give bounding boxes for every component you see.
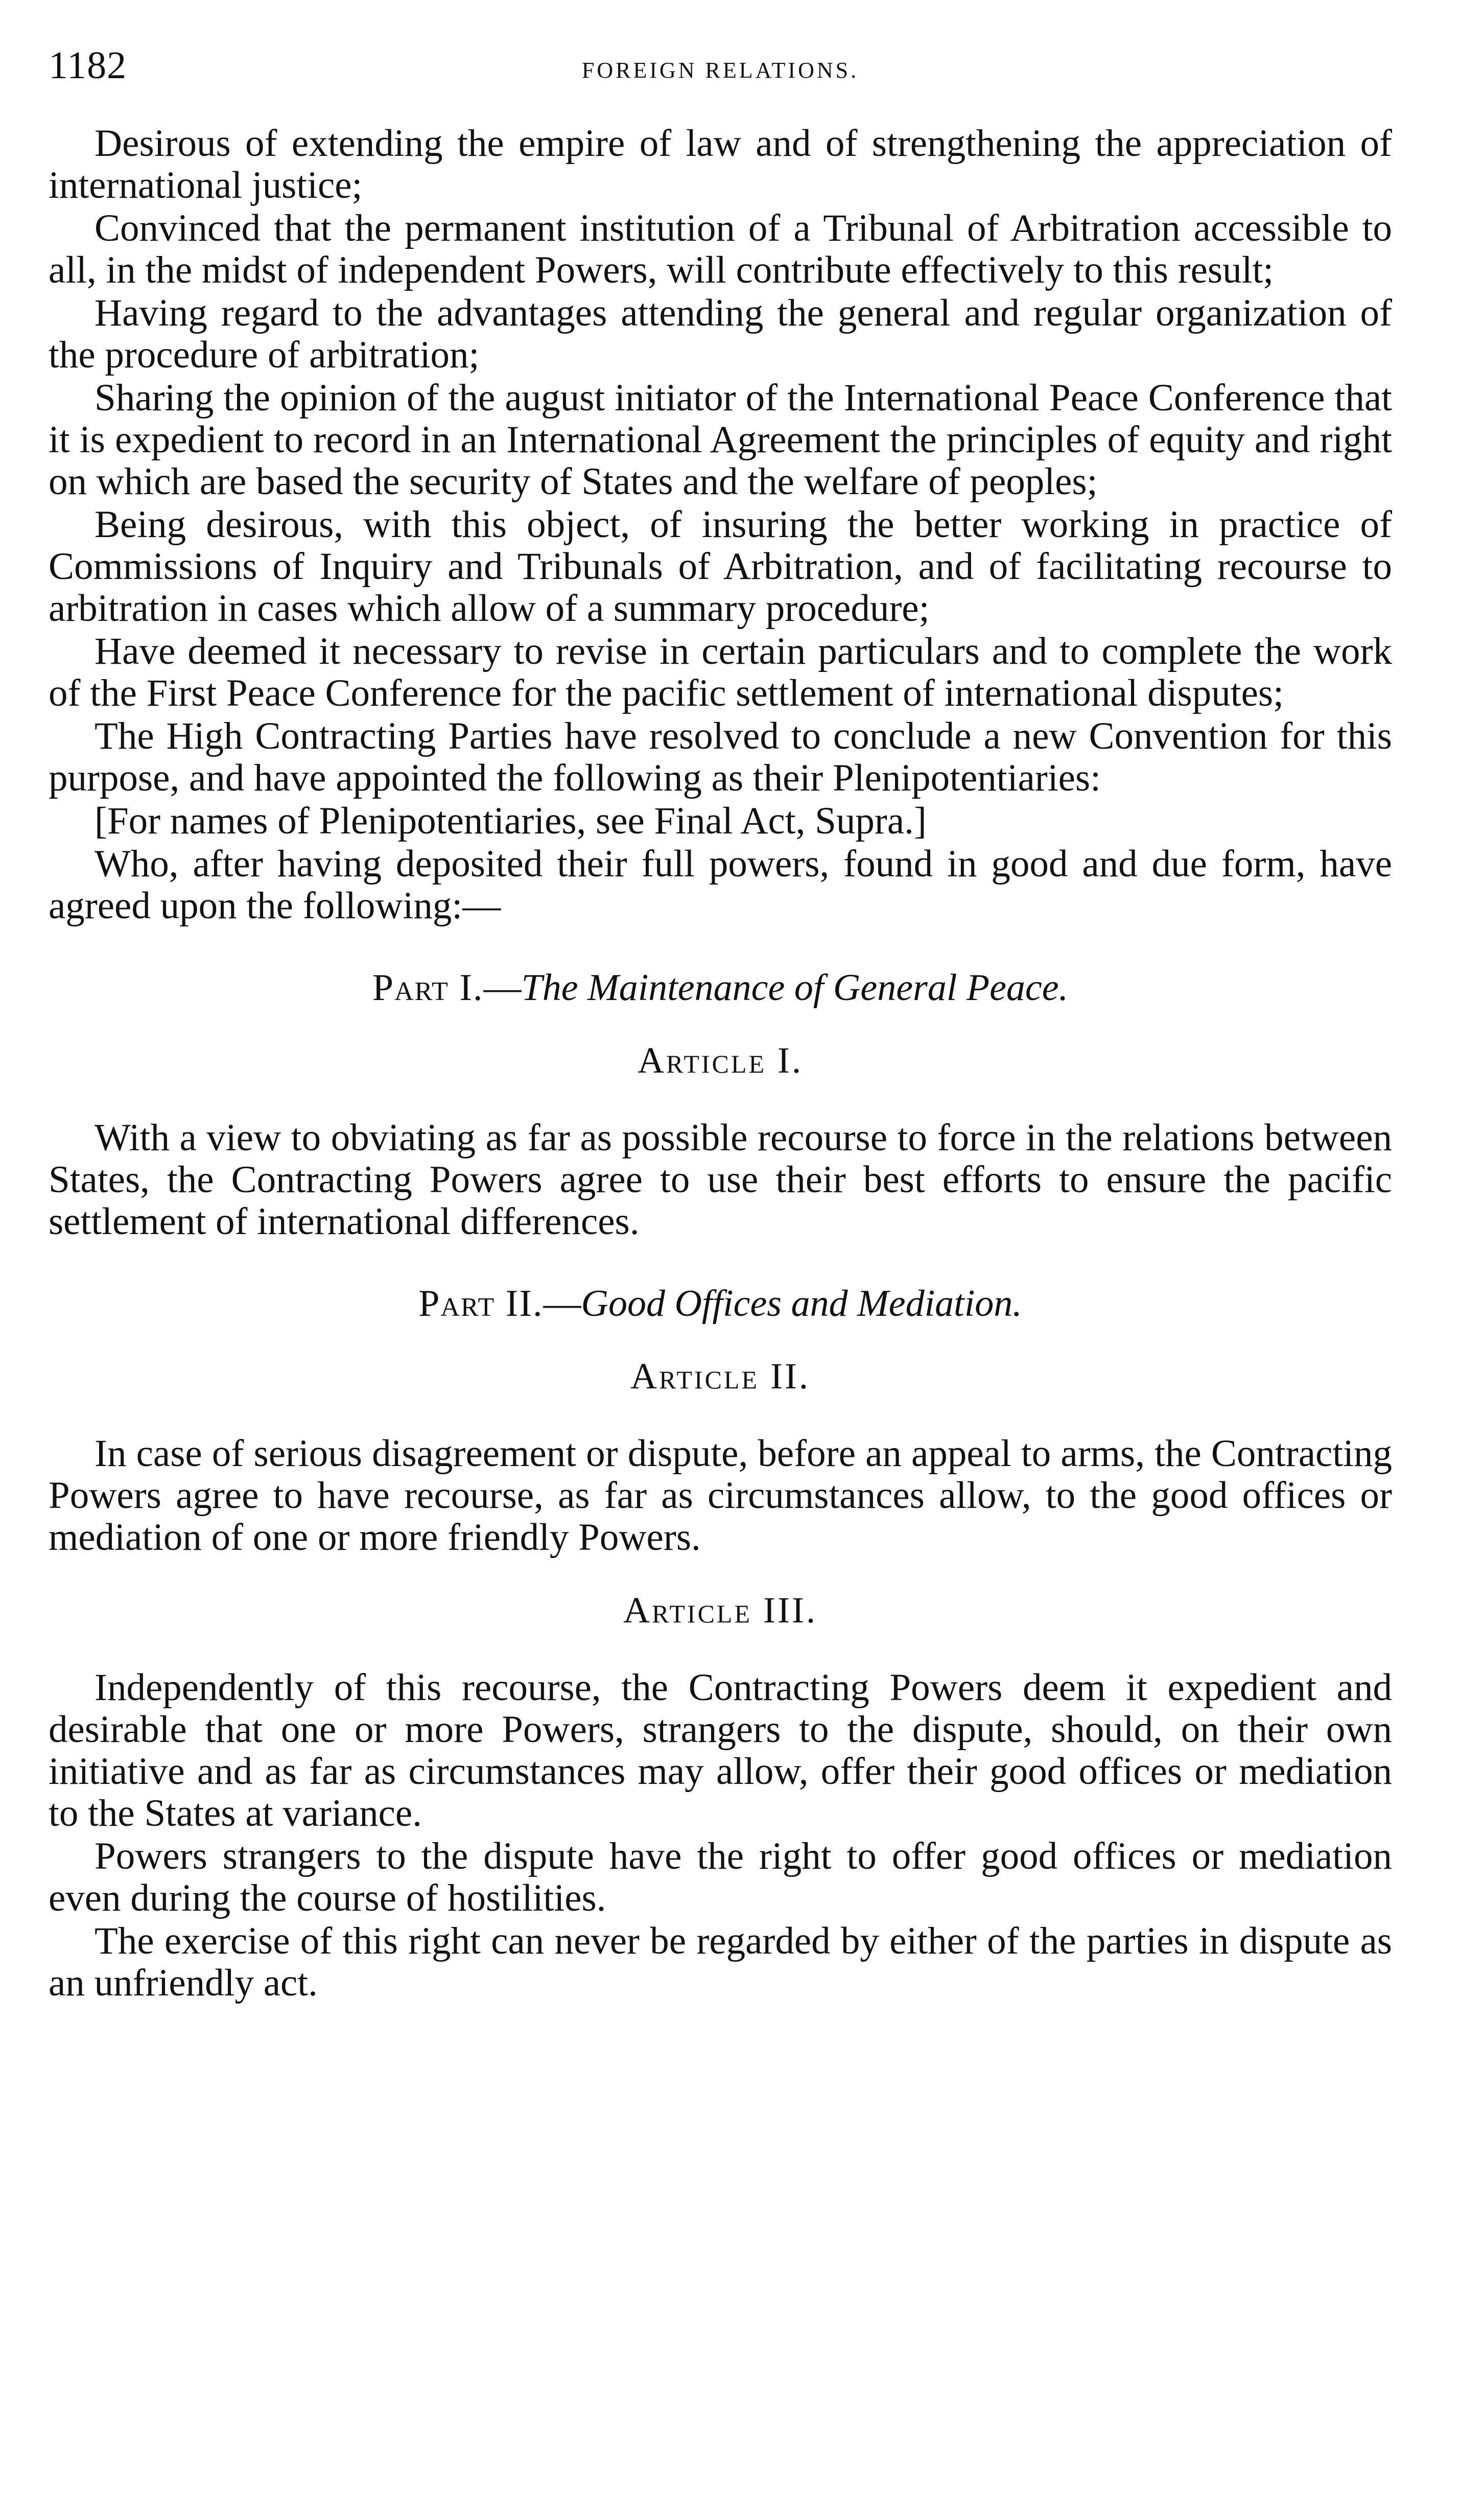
article-1-heading: Article I. bbox=[638, 1040, 803, 1081]
part-2-dash: — bbox=[543, 1283, 581, 1324]
document-page bbox=[49, 46, 1392, 2004]
preamble-paragraph: The High Contracting Parties have resolved to conclude a new Convention for this purpose, and have appointed the following as their Plenipotentiaries: bbox=[49, 715, 1392, 799]
preamble-paragraph: Have deemed it necessary to revise in certain particulars and to complete the work of the First Peace Conference for the pacific settlement of international disputes; bbox=[49, 630, 1392, 714]
article-2-paragraph: In case of serious disagreement or dispute, before an appeal to arms, the Contracting Powers agree to have recourse, as far as circumstances allow, to the good offices or mediation of one or more friendly Powers. bbox=[49, 1432, 1392, 1559]
running-title: FOREIGN RELATIONS. bbox=[581, 58, 859, 83]
part-1-heading bbox=[49, 967, 1392, 1009]
preamble-paragraph: Having regard to the advantages attending the general and regular organization of the procedure of arbitration; bbox=[49, 292, 1392, 376]
article-3-paragraph: Powers strangers to the dispute have the right to offer good offices or mediation even during the course of hostilities. bbox=[49, 1835, 1392, 1919]
article-1-paragraph: With a view to obviating as far as possible recourse to force in the relations between States, the Contracting Powers agree to use their best efforts to ensure the pacific settlement of international differences. bbox=[49, 1117, 1392, 1243]
preamble-paragraph: [For names of Plenipotentiaries, see Final Act, Supra.] bbox=[95, 800, 927, 842]
preamble-paragraph: Who, after having deposited their full powers, found in good and due form, have agreed upon the following:— bbox=[49, 843, 1392, 927]
part-2-heading bbox=[49, 1283, 1392, 1324]
part-2-label: Part II. bbox=[418, 1283, 544, 1324]
preamble-paragraph: Convinced that the permanent institution of a Tribunal of Arbitration accessible to all, in the midst of independent Powers, will contribute effectively to this result; bbox=[49, 207, 1392, 291]
preamble-paragraph: Sharing the opinion of the august initiator of the International Peace Conference that it is expedient to record in an International Agreement the principles of equity and right on which are based the security of States and the welfare of peoples; bbox=[49, 377, 1392, 503]
preamble bbox=[49, 123, 1392, 927]
page-number: 1182 bbox=[49, 44, 127, 87]
part-1-dash: — bbox=[483, 967, 522, 1009]
preamble-paragraph: Desirous of extending the empire of law and of strengthening the appreciation of international justice; bbox=[49, 122, 1392, 206]
part-1-label: Part I. bbox=[372, 967, 484, 1009]
preamble-paragraph: Being desirous, with this object, of insuring the better working in practice of Commissions of Inquiry and Tribunals of Arbitration, and of facilitating recourse to arbitration in cases which allow of a summary procedure; bbox=[49, 503, 1392, 630]
article-2-heading: Article II. bbox=[630, 1356, 810, 1397]
article-3-paragraph: The exercise of this right can never be regarded by either of the parties in dispute as an unfriendly act. bbox=[49, 1920, 1392, 2004]
part-2-title: Good Offices and Mediation. bbox=[581, 1283, 1022, 1324]
article-3-paragraph: Independently of this recourse, the Contracting Powers deem it expedient and desirable that one or more Powers, strangers to the dispute, should, on their own initiative and as far as circumstances may allow, offer their good offices or mediation to the States at variance. bbox=[49, 1666, 1392, 1834]
article-3-heading: Article III. bbox=[623, 1590, 817, 1631]
running-header bbox=[49, 46, 1392, 102]
part-1-title: The Maintenance of General Peace. bbox=[521, 967, 1069, 1009]
